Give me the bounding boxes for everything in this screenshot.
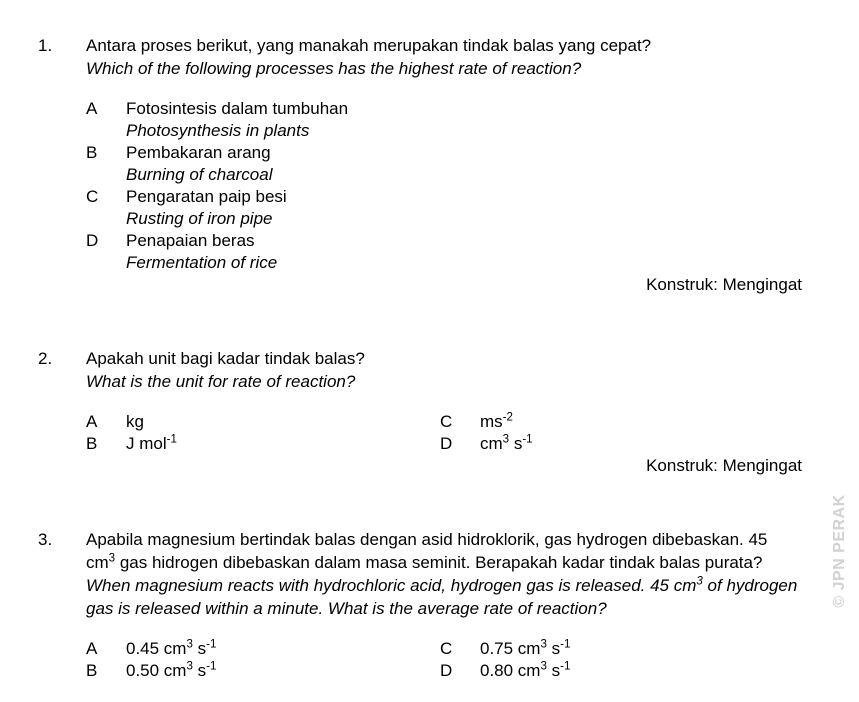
option-2-c-sup-1: -2: [502, 411, 513, 424]
option-1-a-letter: A: [86, 99, 98, 118]
option-2-b-letter: B: [86, 434, 98, 453]
option-3-d-letter: D: [440, 661, 453, 680]
question-1-stem: [0, 34, 859, 80]
question-2: [0, 347, 859, 455]
konstruk-label-2: Konstruk: Mengingat: [646, 456, 802, 475]
option-1-a[interactable]: [0, 98, 859, 120]
question-3-options: [0, 638, 859, 682]
question-2-stem-malay: Apakah unit bagi kadar tindak balas?: [86, 349, 365, 368]
option-3-c-sup-2: -1: [560, 638, 571, 651]
option-3-b-text: 0.50 $cm^3$ $s^{-1}$: [126, 660, 217, 680]
option-3-a-sup-2: -1: [206, 638, 217, 651]
question-2-number: 2.: [38, 349, 53, 368]
option-3-a-text: 0.45 $cm^3$ $s^{-1}$: [126, 638, 217, 658]
option-2-c-text: $ms^{-2}$: [480, 411, 513, 431]
option-2-b-text: J mol$^{-1}$: [126, 433, 177, 453]
question-3-english-superscript: 3: [696, 575, 703, 588]
option-3-c-letter: C: [440, 639, 453, 658]
question-3-malay-superscript: 3: [108, 552, 116, 565]
question-1-stem-malay: Antara proses berikut, yang manakah merupakan tindak balas yang cepat?: [86, 36, 652, 55]
option-1-b-translation: [0, 164, 859, 186]
question-3-options-row-2: [0, 660, 859, 682]
option-3-d-sup-2: -1: [560, 660, 571, 673]
question-1-options: [0, 98, 859, 274]
option-1-d-text-english: Fermentation of rice: [126, 253, 278, 272]
option-1-c-letter: C: [86, 187, 99, 206]
copyright-watermark-text: © JPN PERAK: [831, 494, 848, 608]
option-3-a-sup-1: 3: [186, 638, 193, 651]
option-2-b-sup-1: -1: [166, 433, 177, 446]
option-1-a-text-english: Photosynthesis in plants: [126, 121, 310, 140]
option-3-d[interactable]: [0, 660, 859, 682]
option-3-c-text: 0.75 $cm^3$ $s^{-1}$: [480, 638, 571, 658]
question-2-options: [0, 411, 859, 455]
option-2-d-text: $cm^3$ $s^{-1}$: [480, 433, 533, 453]
option-2-a-text: kg: [126, 412, 144, 431]
question-3-number: 3.: [38, 530, 53, 549]
question-3-stem-malay: Apabila magnesium bertindak balas dengan asid hidroklorik, gas hydrogen dibebaskan. 45 $cm^3$ gas hidrogen dibebaskan dalam masa seminit. Berapakah kadar tindak balas purata?: [86, 530, 773, 572]
option-3-b-letter: B: [86, 661, 98, 680]
question-2-options-row-1: [0, 411, 859, 433]
option-1-d-text-malay: Penapaian beras: [126, 231, 255, 250]
option-3-b-sup-2: -1: [206, 660, 217, 673]
question-1-stem-english: Which of the following processes has the highest rate of reaction?: [86, 59, 582, 78]
option-1-d[interactable]: [0, 230, 859, 252]
option-1-d-translation: [0, 252, 859, 274]
option-2-d[interactable]: [0, 433, 859, 455]
option-2-d-sup-2: -1: [522, 433, 533, 446]
option-3-a-letter: A: [86, 639, 98, 658]
konstruk-label-1: Konstruk: Mengingat: [646, 275, 802, 294]
option-1-c-translation: [0, 208, 859, 230]
option-3-b-sup-1: 3: [186, 660, 193, 673]
option-1-d-letter: D: [86, 231, 99, 250]
option-1-b-text-malay: Pembakaran arang: [126, 143, 271, 162]
question-2-stem-english: What is the unit for rate of reaction?: [86, 372, 356, 391]
option-1-c[interactable]: [0, 186, 859, 208]
option-1-c-text-english: Rusting of iron pipe: [126, 209, 273, 228]
option-3-d-sup-1: 3: [540, 660, 547, 673]
option-2-d-letter: D: [440, 434, 453, 453]
option-1-a-text-malay: Fotosintesis dalam tumbuhan: [126, 99, 349, 118]
option-1-c-text-malay: Pengaratan paip besi: [126, 187, 287, 206]
option-1-b[interactable]: [0, 142, 859, 164]
option-3-c[interactable]: [0, 638, 859, 660]
option-2-c[interactable]: [0, 411, 859, 433]
question-2-stem: [0, 347, 859, 393]
question-2-options-row-2: [0, 433, 859, 455]
option-1-b-letter: B: [86, 143, 98, 162]
option-3-c-sup-1: 3: [540, 638, 547, 651]
option-2-c-letter: C: [440, 412, 453, 431]
option-1-a-translation: [0, 120, 859, 142]
question-1-number: 1.: [38, 36, 53, 55]
option-2-d-sup-1: 3: [502, 433, 510, 446]
question-1: [0, 34, 859, 274]
question-3-options-row-1: [0, 638, 859, 660]
question-3-stem: [0, 528, 859, 620]
question-3-stem-english: When magnesium reacts with hydrochloric acid, hydrogen gas is released. 45 $cm^3$ of hydrogen gas is released within a minute. What is the average rate of reaction?: [86, 575, 803, 618]
option-3-d-text: 0.80 $cm^3$ $s^{-1}$: [480, 660, 571, 680]
option-1-b-text-english: Burning of charcoal: [126, 165, 273, 184]
option-2-a-letter: A: [86, 412, 98, 431]
question-3: [0, 528, 859, 682]
